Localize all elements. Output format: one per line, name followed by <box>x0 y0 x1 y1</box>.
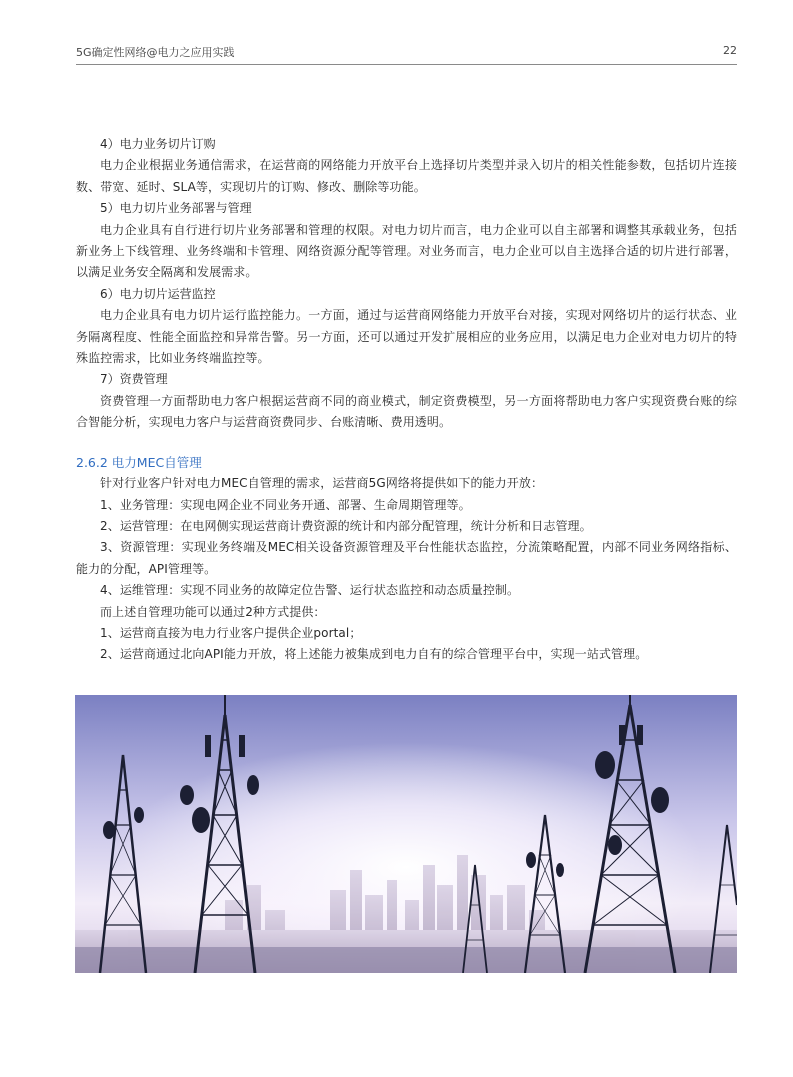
page-number: 22 <box>723 44 737 57</box>
section-heading: 2.6.2 电力MEC自管理 <box>76 454 202 470</box>
subheading: 6）电力切片运营监控 <box>100 286 216 301</box>
list-item: 4、运维管理：实现不同业务的故障定位告警、运行状态监控和动态质量控制。 <box>100 583 520 598</box>
section-5 <box>76 198 737 284</box>
paragraph: 资费管理一方面帮助电力客户根据运营商不同的商业模式，制定资费模型，另一方面将帮助电力客户实现资费台账的综合智能分析，实现电力客户与运营商资费同步、台账清晰、费用透明。 <box>76 393 737 430</box>
subheading: 7）资费管理 <box>100 372 168 387</box>
section-mec <box>76 452 737 666</box>
subheading: 4）电力业务切片订购 <box>100 137 216 151</box>
list-item: 3、资源管理：实现业务终端及MEC相关设备资源管理及平台性能状态监控，分流策略配置，内部不同业务网络指标、能力的分配，API管理等。 <box>76 540 737 576</box>
paragraph: 针对行业客户针对电力MEC自管理的需求，运营商5G网络将提供如下的能力开放： <box>100 476 544 491</box>
telecom-towers-photo <box>75 695 737 973</box>
section-4 <box>76 134 737 198</box>
list-item: 2、运营商通过北向API能力开放，将上述能力被集成到电力自有的综合管理平台中，实现一站式管理。 <box>100 647 648 662</box>
list-item: 1、运营商直接为电力行业客户提供企业portal； <box>100 625 362 640</box>
paragraph: 电力企业根据业务通信需求，在运营商的网络能力开放平台上选择切片类型并录入切片的相关性能参数，包括切片连接数、带宽、延时、SLA等，实现切片的订购、修改、删除等功能。 <box>76 158 737 194</box>
section-6 <box>76 284 737 370</box>
page-header <box>76 42 737 65</box>
telecom-towers-illustration <box>75 695 737 973</box>
document-title: 5G确定性网络@电力之应用实践 <box>76 46 235 59</box>
section-7 <box>76 369 737 433</box>
list-item: 2、运营管理：在电网侧实现运营商计费资源的统计和内部分配管理，统计分析和日志管理。 <box>100 518 592 533</box>
paragraph: 电力企业具有自行进行切片业务部署和管理的权限。对电力切片而言，电力企业可以自主部署和调整其承载业务，包括新业务上下线管理、业务终端和卡管理、网络资源分配等管理。对业务而言，电力企业可以自主选择合适的切片进行部署，以满足业务安全隔离和发展需求。 <box>76 222 737 280</box>
subheading: 5）电力切片业务部署与管理 <box>100 201 252 216</box>
paragraph: 而上述自管理功能可以通过2种方式提供： <box>100 604 326 619</box>
paragraph: 电力企业具有电力切片运行监控能力。一方面，通过与运营商网络能力开放平台对接，实现对网络切片的运行状态、业务隔离程度、性能全面监控和异常告警。另一方面，还可以通过开发扩展相应的业务应用，以满足电力企业对电力切片的特殊监控需求，比如业务终端监控等。 <box>76 308 737 366</box>
list-item: 1、业务管理：实现电网企业不同业务开通、部署、生命周期管理等。 <box>100 497 471 512</box>
page-content <box>76 134 737 666</box>
